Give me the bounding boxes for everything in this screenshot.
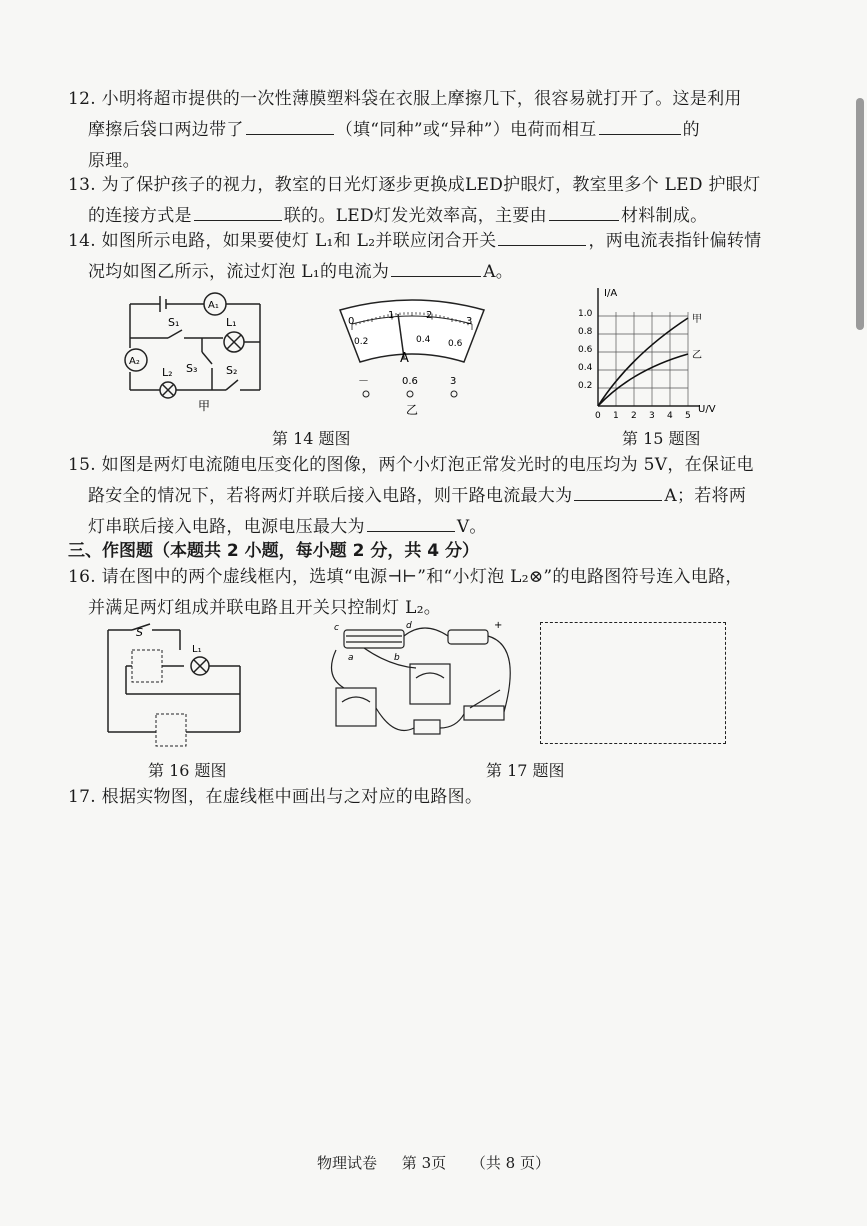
figure-16-caption: 第 16 题图 (148, 761, 227, 780)
label-yi: 乙 (406, 403, 419, 417)
label-l1: L₁ (192, 644, 202, 655)
scrollbar-thumb[interactable] (856, 98, 864, 330)
answer-blank[interactable] (498, 227, 586, 246)
figure-17-caption: 第 17 题图 (486, 761, 565, 780)
q15-line3: 灯串联后接入电路，电源电压最大为 V。 (68, 512, 808, 543)
footer-subject: 物理试卷 (317, 1154, 378, 1172)
y-tick: 0.8 (578, 327, 593, 337)
battery-plus-label: + (494, 620, 503, 631)
dashed-box-bottom[interactable] (156, 714, 186, 746)
y-axis-label: I/A (604, 288, 618, 299)
switch-s2-icon (226, 380, 238, 390)
figure-17-setup (324, 616, 530, 746)
q14-line2: 况均如图乙所示，流过灯泡 L₁的电流为 A。 (68, 257, 808, 288)
question-16 (68, 562, 808, 624)
ammeter-icon (336, 688, 376, 726)
terminal-c-label: c (334, 623, 339, 633)
label-l2: L₂ (162, 366, 173, 379)
dashed-box-top[interactable] (132, 650, 162, 682)
scale-label: 3 (466, 316, 473, 327)
terminal-a-label: a (348, 653, 354, 663)
terminal-label: 3 (450, 376, 457, 387)
label-s1: S₁ (168, 316, 180, 329)
terminal-d-label: d (406, 621, 412, 631)
label-l1: L₁ (226, 316, 237, 329)
scale-label: 0.6 (448, 339, 463, 349)
scale-label: 1 (388, 310, 395, 321)
terminal-label: － (358, 374, 369, 387)
y-tick: 0.4 (578, 363, 593, 373)
q13-line1: 13. 为了保护孩子的视力，教室的日光灯逐步更换成LED护眼灯，教室里多个 LED 护眼灯 (68, 175, 761, 195)
label-a1: A₁ (208, 300, 219, 311)
lamp-holder-icon (414, 720, 440, 734)
q17-line1: 17. 根据实物图，在虚线框中画出与之对应的电路图。 (68, 787, 483, 807)
q12-line1: 12. 小明将超市提供的一次性薄膜塑料袋在衣服上摩擦几下，很容易就打开了。这是利用 (68, 89, 742, 109)
voltmeter-icon (410, 664, 450, 704)
figure-15-caption: 第 15 题图 (622, 429, 701, 448)
series-label-jia: 甲 (692, 314, 702, 325)
y-tick: 0.2 (578, 381, 593, 391)
q15-line1: 15. 如图是两灯电流随电压变化的图像，两个小灯泡正常发光时的电压均为 5V，在保证电 (68, 455, 754, 475)
figure-16-circuit (104, 622, 254, 748)
question-15 (68, 450, 808, 543)
q16-line2: 并满足两灯组成并联电路且开关只控制灯 L₂。 (88, 598, 442, 618)
footer-page: 第 3页 (401, 1154, 447, 1172)
q16-line1: 16. 请在图中的两个虚线框内，选填“电源⊣⊢”和“小灯泡 L₂⊗”的电路图符号连入电路， (68, 567, 743, 587)
switch-s3-icon (202, 352, 212, 364)
question-17 (68, 782, 808, 813)
scale-label: 0.4 (416, 335, 431, 345)
x-tick: 2 (631, 411, 637, 421)
y-tick: 1.0 (578, 309, 593, 319)
answer-blank[interactable] (599, 116, 681, 135)
figure-15-graph (570, 282, 730, 422)
q14-line1: 14. 如图所示电路，如果要使灯 L₁和 L₂并联应闭合开关 ，两电流表指针偏转情 (68, 226, 808, 257)
label-jia: 甲 (198, 399, 211, 413)
rheostat-icon (344, 630, 404, 648)
switch-s1-icon (168, 330, 182, 338)
x-axis-label: U/V (698, 404, 716, 415)
question-14 (68, 226, 808, 288)
scale-label: 0 (348, 316, 355, 327)
x-tick: 1 (613, 411, 619, 421)
drawing-answer-box[interactable] (540, 622, 726, 744)
q12-line3: 原理。 (88, 151, 140, 171)
terminal-icon (363, 391, 369, 397)
meter-unit-label: A (400, 351, 409, 366)
answer-blank[interactable] (194, 202, 282, 221)
section-heading: 三、作图题（本题共 2 小题，每小题 2 分，共 4 分） (68, 541, 479, 561)
page-footer (0, 1152, 867, 1173)
knife-switch-icon (464, 706, 504, 720)
answer-blank[interactable] (246, 116, 334, 135)
x-tick: 0 (595, 411, 601, 421)
answer-blank[interactable] (391, 258, 481, 277)
scale-label: 0.2 (354, 337, 369, 347)
answer-blank[interactable] (367, 513, 455, 532)
label-a2: A₂ (129, 356, 140, 367)
series-label-yi: 乙 (692, 350, 702, 361)
label-s2: S₂ (226, 364, 238, 377)
answer-blank[interactable] (574, 482, 662, 501)
x-tick: 4 (667, 411, 673, 421)
terminal-b-label: b (394, 653, 400, 663)
terminal-icon (407, 391, 413, 397)
footer-total: （共 8 页） (470, 1154, 550, 1172)
q15-line2: 路安全的情况下，若将两灯并联后接入电路，则干路电流最大为 A；若将两 (68, 481, 808, 512)
figure-14-circuit-jia (118, 286, 278, 416)
q13-line2: 的连接方式是 联的。LED灯发光效率高，主要由 材料制成。 (68, 201, 808, 232)
x-tick: 3 (649, 411, 655, 421)
scale-label: 2 (426, 310, 433, 321)
curve-yi (598, 354, 688, 406)
question-12 (68, 84, 808, 177)
figure-14-ammeter-yi (332, 296, 492, 420)
scrollbar[interactable] (853, 40, 867, 1190)
battery-icon (448, 630, 488, 644)
terminal-icon (451, 391, 457, 397)
q12-line2: 摩擦后袋口两边带了 （填“同种”或“异种”）电荷而相互 的 (68, 115, 808, 146)
terminal-label: 0.6 (402, 376, 418, 387)
question-13 (68, 170, 808, 232)
figure-14-caption: 第 14 题图 (272, 429, 351, 448)
label-s3: S₃ (186, 362, 198, 375)
answer-blank[interactable] (549, 202, 619, 221)
label-s: S (136, 626, 143, 639)
x-tick: 5 (685, 411, 691, 421)
y-tick: 0.6 (578, 345, 593, 355)
